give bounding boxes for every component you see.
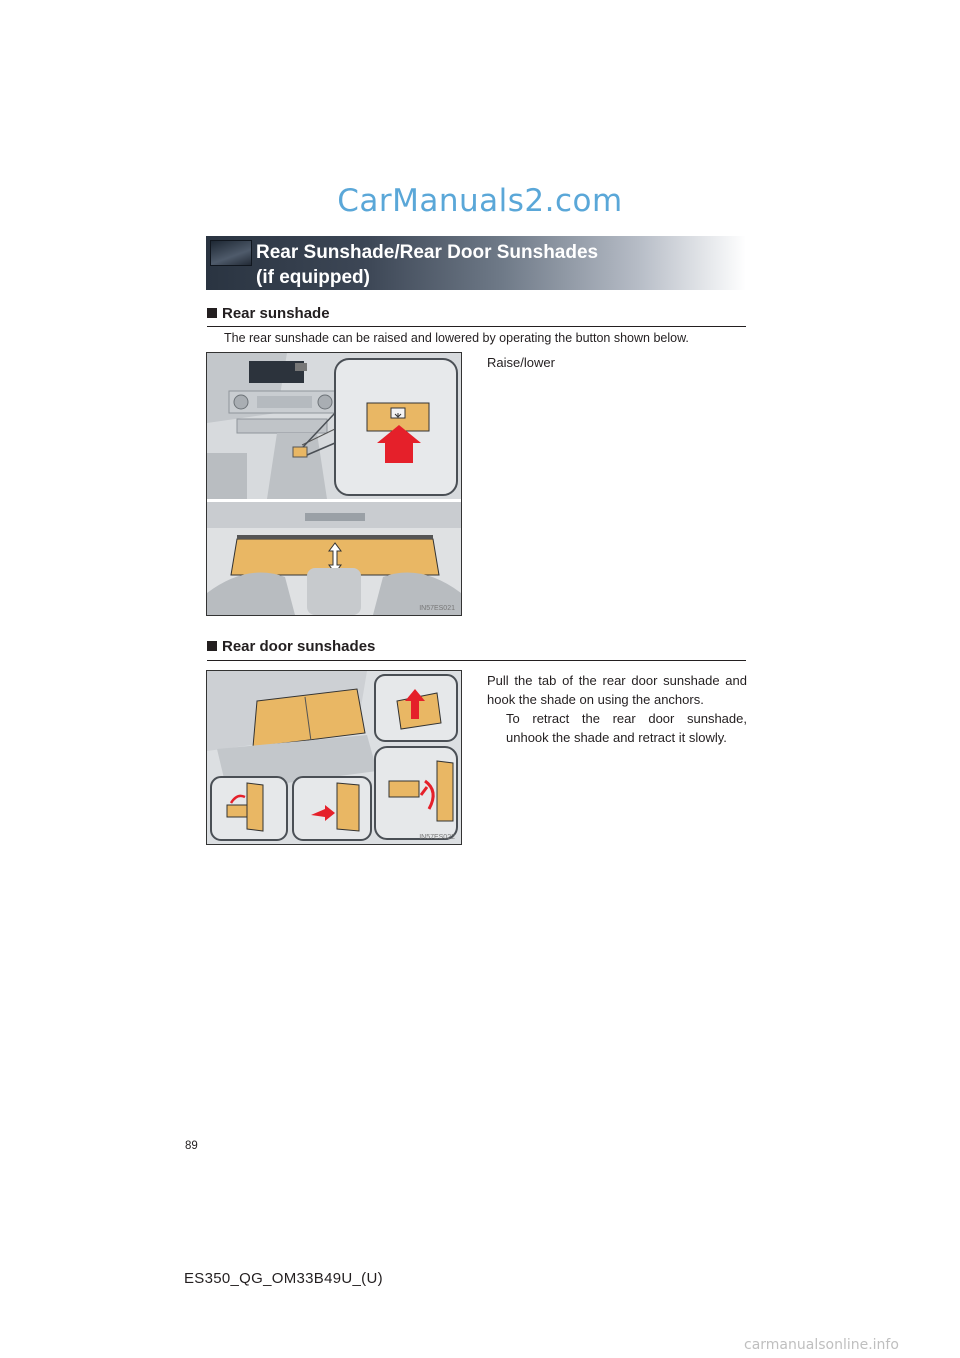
- rear-door-callout: [487, 671, 747, 709]
- rear-sunshade-callout: Raise/lower: [487, 355, 555, 370]
- square-bullet-icon: [207, 641, 217, 651]
- rear-door-sunshades-figure: [206, 670, 462, 845]
- rear-door-note-line1: To retract the rear door sunshade,: [506, 711, 747, 726]
- page-number: 89: [185, 1140, 198, 1152]
- section-rule: [207, 660, 746, 661]
- watermark-top: CarManuals2.com: [337, 183, 623, 219]
- rear-sunshade-illustration: [207, 353, 461, 615]
- section-rule: [207, 326, 746, 327]
- rear-door-note: [506, 709, 747, 747]
- section-heading-rear-door-sunshades: [207, 638, 375, 655]
- page-title-line2: (if equipped): [256, 267, 370, 288]
- banner-thumbnail: [210, 240, 252, 266]
- section-heading-rear-sunshade: [207, 305, 330, 322]
- rear-door-callout-line1: Pull the tab of the rear door sunshade and: [487, 673, 747, 688]
- page-title: [256, 240, 736, 290]
- footer-document-code: ES350_QG_OM33B49U_(U): [184, 1270, 383, 1287]
- section-heading-text: Rear door sunshades: [222, 638, 376, 655]
- page-title-line1: Rear Sunshade/Rear Door Sunshades: [256, 242, 599, 263]
- section-title-banner: [206, 236, 746, 290]
- figure-code: IN57ES021: [419, 605, 455, 612]
- figure-code: IN57ES022: [419, 834, 455, 841]
- square-bullet-icon: [207, 308, 217, 318]
- rear-door-note-line2: unhook the shade and retract it slowly.: [506, 730, 727, 745]
- rear-door-sunshades-illustration: [207, 671, 461, 844]
- section-heading-text: Rear sunshade: [222, 305, 330, 322]
- watermark-bottom: carmanualsonline.info: [744, 1337, 899, 1353]
- rear-sunshade-figure: [206, 352, 462, 616]
- rear-sunshade-intro: The rear sunshade can be raised and lowered by operating the button shown below.: [224, 331, 689, 345]
- rear-door-callout-line2: hook the shade on using the anchors.: [487, 692, 704, 707]
